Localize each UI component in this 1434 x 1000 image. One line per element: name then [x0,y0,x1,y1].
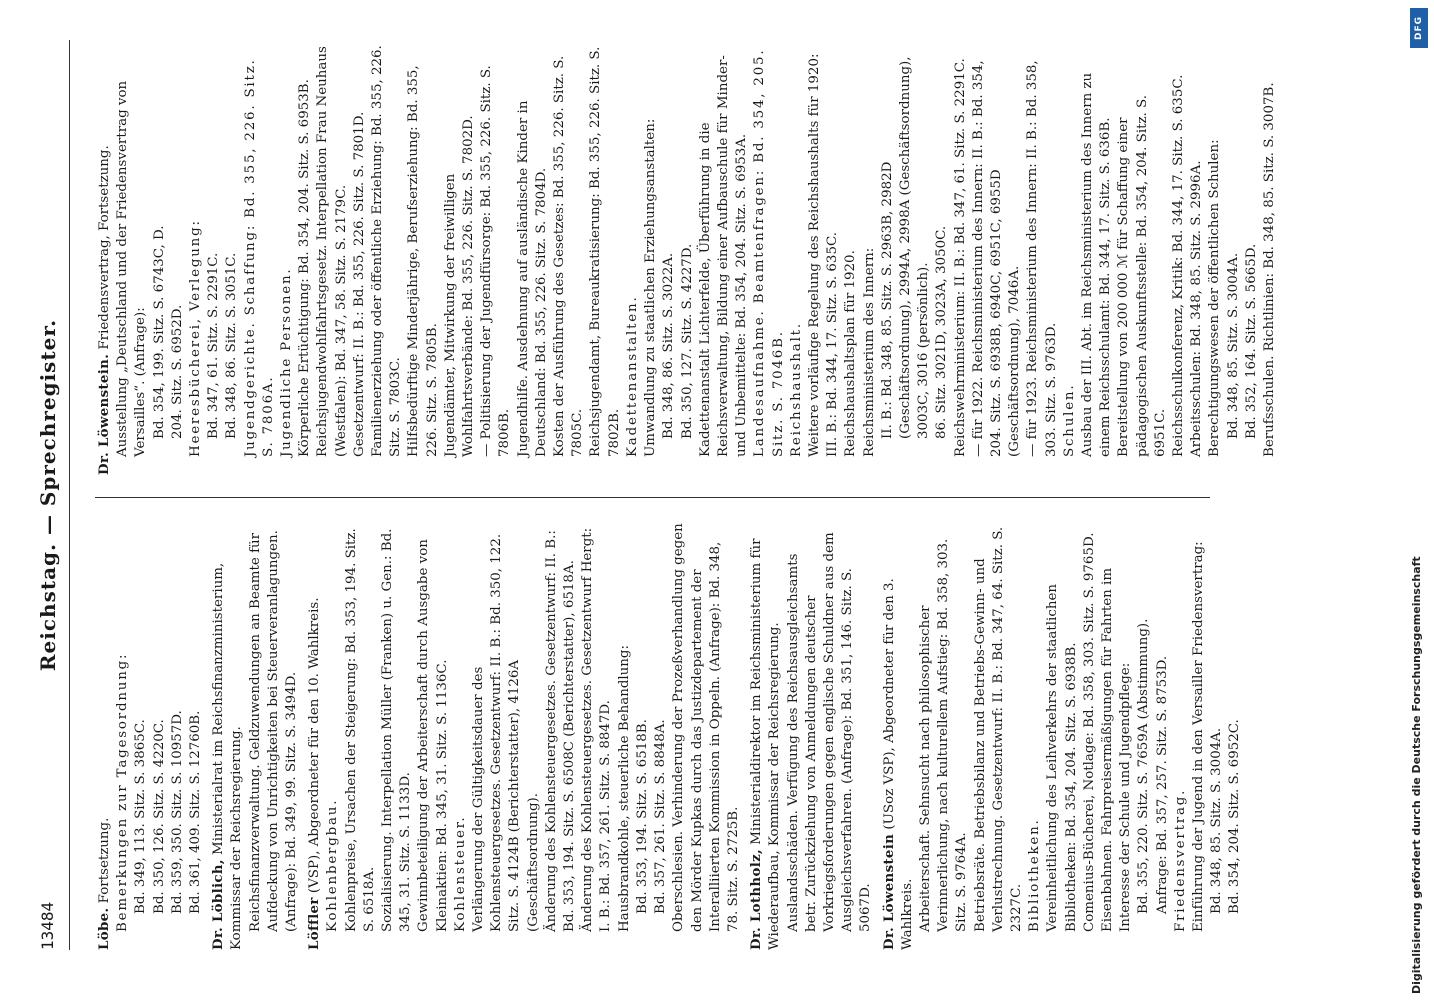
speaker-name: Löffler [306,897,323,950]
register-entry [747,520,875,950]
reference-line: Jugendhilfe. Ausdehnung auf ausländische Kinder in Deutschland: Bd. 355, 226. Sitz. S. 7804D. [515,100,549,457]
subject-heading: Reichshaushalt. [788,322,804,457]
reference-line: Hilfsbedürftige Minderjährige, Berufserziehung: Bd. 355, 226. Sitz. S. 7805B. [406,65,440,457]
speaker-name: Dr. Löwenstein [880,833,897,950]
reference-line: Bd. 347, 61. Sitz. S. 2291C. [206,252,222,439]
header-rule [69,40,70,950]
reference-line: Bd. 350, 127. Sitz. S. 4227D. [679,243,695,439]
reference-line: Bereitstellung von 200 000 ℳ für Schaffung einer pädagogischen Auskunftsstelle: Bd. 354, 204. Sitz. S. 6951C. [1116,95,1168,457]
reference-line: Auslandsschäden. Verfügung des Reichsausgleichsamts betr. Zurückziehung von Anmeldungen deutscher Vorkriegsforderungen gegen englische Schuldner aus dem Ausgleichsverfahren. (Anfrage): Bd. 351, 146. Sitz. S. 5067D. [785,532,874,932]
digitization-stamp [1408,8,1430,998]
reference-line: Einführung der Jugend in den Versailler Friedensvertrag: [1190,541,1206,932]
reference-line: Bd. 353, 194. Sitz. S. 6518B. [634,719,650,914]
reference-line: Vereinheitlichung des Leihverkehrs der staatlichen Bibliotheken: Bd. 354, 204. Sitz. S. 6938B. [1045,584,1079,932]
speaker-description: (VSP), Abgeordneter für den 10. Wahlkreis. [307,597,323,894]
reference-line: Familienerziehung oder öffentliche Erziehung: Bd. 355, 226. Sitz. S. 7803C. [370,45,404,457]
reference-line: Reichshaushaltsplan für 1920. [843,250,859,457]
reference-line: Bd. 357, 261. Sitz. S. 8848A. [653,719,669,914]
reference-line: Bd. 354, 199. Sitz. S. 6743C, D. [151,225,167,439]
dfg-logo: DFG [1410,8,1428,48]
reference-line: — für 1922. Reichsministerium des Innern: II. B.: Bd. 354, 204. Sitz. S. 6938B, 6940C, 6951C, 6955D (Geschäftsordnung), 7046A. [970,60,1023,457]
reference-line: — für 1923. Reichsministerium des Innern: II. B.: Bd. 358, 303. Sitz. S. 9763D. [1025,60,1059,457]
reference-line: Änderung des Kohlensteuergesetzes. Gesetzentwurf: II. B.: Bd. 353, 194. Sitz. S. 6508C (Berichterstatter), 6518A. [543,530,578,932]
column-divider [95,497,1210,498]
entry-heading [305,520,324,950]
reference-line: 86. Sitz. 3021D, 3023A, 3050C. [934,225,950,439]
right-column [95,45,1360,475]
left-column [95,520,1360,950]
speaker-description: Friedensvertrag, Fortsetzung. [97,145,112,350]
speaker-description: Ministerialdirektor im Reichsministerium für Wiederaufbau, Kommissar der Reichsregierung. [749,538,783,950]
reference-line: Bd. 348, 85. Sitz. S. 3004A. [1209,727,1225,914]
reference-line: Änderung des Kohlensteuergesetzes. Gesetzentwurf Hergt: I. B.: Bd. 357, 261. Sitz. S. 8847D. [580,527,614,932]
reference-line: Verlängerung der Gültigkeitsdauer des Kohlensteuergesetzes. Gesetzentwurf: II. B.: Bd. 350, 122. Sitz. S. 4124B (Berichterstatter), 4126A (Geschäftsordnung). [471,533,541,932]
subject-heading: Bemerkungen zur Tagesordnung: [115,652,131,932]
entry-heading [95,520,114,950]
reference-line: Gewinnbeteiligung der Arbeiterschaft durch Ausgabe von Kleinaktien: Bd. 345, 31. Sitz. S. 1136C. [416,539,450,932]
page-title: Reichstag. — Sprechregister. [36,318,60,672]
reference-line: Sozialisierung. Interpellation Müller (Franken) u. Gen.: Bd. 345, 31. Sitz. S. 1133D. [380,528,414,932]
entry-heading [880,520,917,950]
reference-line: Kadettenanstalt Lichterfelde, Überführung in die Reichsverwaltung, Bildung einer Aufbauschule für Minder- und Unbemittelte: Bd. 354, 204. Sitz. S. 6953A. [697,55,750,457]
subject-heading: Heeresbücherei, Verlegung: [188,219,204,457]
reference-line: Reichsministerium des Innern: [861,247,877,457]
subject-heading: Jugendliche Personen. [279,267,295,457]
speaker-name: Dr. Lothholz, [748,849,765,950]
reference-line: Kosten der Ausführung des Gesetzes: Bd. 355, 226. Sitz. S. 7805C. [552,55,586,457]
reference-line: Gesetzentwurf: II. B.: Bd. 355, 226. Sitz. S. 7801D. [351,111,367,457]
speaker-name: Dr. Löwenstein. [96,353,112,475]
reference-line: Weitere vorläufige Regelung des Reichshaushalts für 1920: III. B.: Bd. 344, 17. Sitz. S. 635C. [806,53,841,457]
subject-heading: Kadettenanstalten. [624,295,640,457]
reference-line: Bd. 352, 164. Sitz. S. 5665D. [1243,243,1259,439]
reference-line: Bd. 361, 409. Sitz. S. 12760B. [188,710,204,914]
subject-heading: Kohlensteuer. [452,815,468,932]
subject-heading: Kohlenbergbau. [325,798,341,932]
entry-heading [209,520,246,950]
reference-line: Körperliche Ertüchtigung: Bd. 354, 204. Sitz. S. 6953B. [297,79,313,457]
reference-line: Berufsschulen. Richtlinien: Bd. 348, 85. Sitz. S. 3007B. [1262,82,1277,457]
reference-line: Bd. 348, 85. Sitz. S. 3004A. [1225,252,1241,439]
reference-line: Anfrage: Bd. 357, 257. Sitz. S. 8753D. [1154,655,1170,914]
reference-line: Bd. 350, 126. Sitz. S. 4220C. [151,719,167,914]
reference-line: Kohlenpreise, Ursachen der Steigerung: Bd. 353, 194. Sitz. S. 6518A. [343,528,377,932]
reference-line: Ausstellung „Deutschland und der Friedensvertrag von Versailles“. (Anfrage): [115,80,149,457]
speaker-name: Dr. Löblich, [210,859,227,950]
reference-line: Umwandlung zu staatlichen Erziehungsanstalten: [643,118,659,457]
reference-line: Reichswehrministerium: II. B.: Bd. 347, 61. Sitz. S. 2291C. [952,58,968,457]
reference-line: Bd. 348, 86. Sitz. S. 3051C. [224,252,240,439]
page-number: 13484 [38,901,57,950]
speaker-name: Löbe. [96,907,112,950]
reference-line: Arbeitsschulen: Bd. 348, 85. Sitz. S. 2996A. [1189,160,1205,457]
reference-line: Reichsjugendwohlfahrtsgesetz. Interpellation Frau Neuhaus (Westfalen): Bd. 347, 58. Sitz. S. 2179C. [315,46,349,457]
reference-line: Comenius-Bücherei, Notlage: Bd. 358, 303. Sitz. S. 9765D. [1081,532,1097,932]
reference-line: — Politisierung der Jugendfürsorge: Bd. 355, 226. Sitz. S. 7806B. [479,65,513,457]
reference-line: Oberschlesien. Verhinderung der Prozeßverhandlung gegen den Mörder Kupkas durch das Justizdepartement der Interalliierten Kommission in Oppeln. (Anfrage): Bd. 348, 78. Sitz. S. 2725B. [671,523,741,932]
subject-heading: Friedensvertrag. [1172,788,1188,932]
reference-line: Bd. 355, 220. Sitz. S. 7659A (Abstimmung). [1136,618,1152,914]
reference-line: Berechtigungswesen der öffentlichen Schulen: [1207,139,1223,457]
reference-line: Reichsjugendamt, Bureaukratisierung: Bd. 355, 226. Sitz. S. 7802B. [588,46,622,457]
reference-line: Bd. 349, 113. Sitz. S. 3865C. [133,719,149,914]
reference-line: Jugendämter, Mitwirkung der freiwilligen Wohlfahrtsverbände: Bd. 355, 226. Sitz. S. 7802D. [442,115,477,457]
speaker-description: Fortsetzung. [97,817,112,904]
reference-line: 204. Sitz. S. 6952D. [169,304,185,439]
register-entry [95,45,1279,475]
subject-heading: Jugendgerichte. Schaffung: Bd. 355, 226. Sitz. S. 7806A. [242,58,276,457]
reference-line: Bd. 359, 350. Sitz. S. 10957D. [169,710,185,914]
reference-line: Arbeiterschaft. Sehnsucht nach philosophischer Verinnerlichung, nach kulturellem Aufstieg: Bd. 358, 303. Sitz. S. 9764A. [917,538,970,932]
reference-line: II. B.: Bd. 348, 85. Sitz. S. 2963B, 2982D (Geschäftsordnung), 2994A, 2998A (Geschäftsordnung), 3003C, 3016 (persönlich). [879,56,932,439]
reference-line: Reichsschulkonferenz, Kritik: Bd. 344, 17. Sitz. S. 635C. [1170,74,1186,457]
stamp-text: Digitalisierung gefördert durch die Deutsche Forschungsgemeinschaft [1410,556,1423,994]
speaker-description: Ministerialrat im Reichsfinanzministerium, Kommissar der Reichsregierung. [211,562,245,950]
reference-line: Ausbau der III. Abt. im Reichsministerium des Innern zu einem Reichsschulamt: Bd. 344, 17. Sitz. S. 636B. [1079,72,1114,457]
register-entry [209,520,301,950]
subject-heading: Bibliotheken. [1027,818,1043,932]
reference-line: Hausbrandkohle, steuerliche Behandlung: [616,644,632,932]
entry-heading [747,520,784,950]
speaker-description: (USoz VSP), Abgeordneter für den 3. Wahlkreis. [881,578,915,950]
entry-heading [95,45,114,475]
subject-heading: Landesaufnahme. Beamtenfragen: Bd. 354, 205. Sitz. S. 7046B. [752,48,786,457]
reference-line: Bd. 348, 86. Sitz. S. 3022A. [661,252,677,439]
reference-line: Betriebsräte. Betriebsbilanz und Betriebs-Gewinn- und Verlustrechnung. Gesetzentwurf: II. B.: Bd. 347, 64. Sitz. S. 2327C. [972,526,1024,932]
running-head [30,40,70,950]
subject-heading: Schulen. [1061,383,1077,457]
register-entry [880,520,1245,950]
register-entry [305,520,743,950]
register-columns [95,40,1360,950]
register-entry [95,520,205,950]
reference-line: Eisenbahnen. Fahrpreisermäßigungen für Fahrten im Interesse der Schule und Jugendpflege: [1099,567,1134,932]
reference-line: Reichsfinanzverwaltung. Geldzuwendungen an Beamte für Aufdeckung von Unrichtigkeiten bei Steuerveranlagungen. (Anfrage): Bd. 349, 99. Sitz. S. 3494D. [247,530,300,932]
reference-line: Bd. 354, 204. Sitz. S. 6952C. [1227,719,1243,914]
